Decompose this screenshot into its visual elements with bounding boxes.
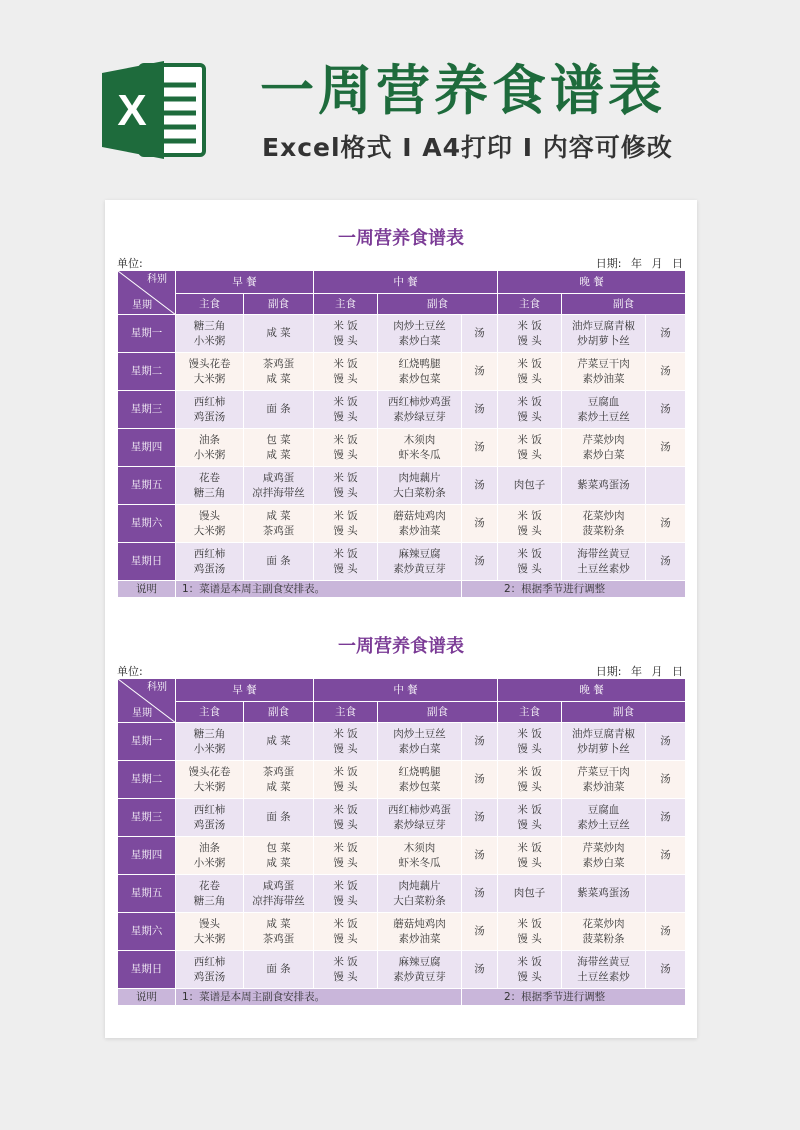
menu-cell: 米 饭 馒 头 bbox=[314, 467, 378, 505]
menu-cell: 麻辣豆腐 素炒黄豆芽 bbox=[378, 543, 462, 581]
menu-cell: 油条 小米粥 bbox=[176, 837, 244, 875]
menu-cell: 馒头花卷 大米粥 bbox=[176, 353, 244, 391]
menu-cell: 汤 bbox=[462, 913, 498, 951]
table-row bbox=[118, 391, 686, 429]
table-row bbox=[118, 837, 686, 875]
menu-cell: 汤 bbox=[462, 429, 498, 467]
diag-top-label: 科别 bbox=[147, 274, 167, 285]
menu-cell: 馒头 大米粥 bbox=[176, 913, 244, 951]
menu-cell: 米 饭 馒 头 bbox=[314, 951, 378, 989]
menu-cell: 米 饭 馒 头 bbox=[314, 505, 378, 543]
meal-header-row bbox=[118, 271, 686, 294]
sub-header-cell: 副食 bbox=[562, 702, 686, 723]
menu-cell: 芹菜炒肉 素炒白菜 bbox=[562, 837, 646, 875]
menu-cell: 紫菜鸡蛋汤 bbox=[562, 467, 646, 505]
diag-bottom-label: 星期 bbox=[132, 708, 152, 719]
menu-cell: 米 饭 馒 头 bbox=[498, 837, 562, 875]
menu-cell: 咸 菜 bbox=[244, 315, 314, 353]
menu-table bbox=[117, 270, 686, 598]
menu-cell: 米 饭 馒 头 bbox=[314, 875, 378, 913]
menu-cell: 米 饭 馒 头 bbox=[498, 505, 562, 543]
table-row bbox=[118, 761, 686, 799]
menu-cell: 米 饭 馒 头 bbox=[314, 315, 378, 353]
day-label: 星期日 bbox=[118, 951, 176, 989]
menu-cell: 海带丝黄豆 土豆丝素炒 bbox=[562, 951, 646, 989]
note-1: 1：菜谱是本周主副食安排表。 bbox=[176, 581, 462, 598]
menu-cell: 木须肉 虾米冬瓜 bbox=[378, 837, 462, 875]
sheet-title: 一周营养食谱表 bbox=[338, 636, 464, 657]
menu-cell: 咸鸡蛋 凉拌海带丝 bbox=[244, 875, 314, 913]
menu-cell: 花卷 糖三角 bbox=[176, 875, 244, 913]
sub-header-cell: 主食 bbox=[314, 702, 378, 723]
menu-cell: 汤 bbox=[462, 723, 498, 761]
menu-cell: 肉包子 bbox=[498, 875, 562, 913]
menu-cell: 米 饭 馒 头 bbox=[498, 761, 562, 799]
sheet-meta bbox=[117, 662, 685, 678]
menu-cell: 茶鸡蛋 咸 菜 bbox=[244, 353, 314, 391]
menu-cell: 米 饭 馒 头 bbox=[314, 429, 378, 467]
menu-table bbox=[117, 678, 686, 1006]
sub-header-cell: 主食 bbox=[498, 294, 562, 315]
menu-cell: 油炸豆腐青椒 炒胡萝卜丝 bbox=[562, 315, 646, 353]
menu-cell: 肉炒土豆丝 素炒白菜 bbox=[378, 723, 462, 761]
menu-cell: 米 饭 馒 头 bbox=[314, 837, 378, 875]
menu-cell: 米 饭 馒 头 bbox=[314, 391, 378, 429]
menu-cell: 汤 bbox=[646, 913, 686, 951]
menu-cell: 汤 bbox=[462, 543, 498, 581]
menu-cell: 包 菜 咸 菜 bbox=[244, 429, 314, 467]
hero-subtitle: Excel格式 Ⅰ A4打印 Ⅰ 内容可修改 bbox=[262, 133, 673, 162]
menu-cell: 咸 菜 bbox=[244, 723, 314, 761]
day-label: 星期六 bbox=[118, 505, 176, 543]
date-label: 日期: 年 月 日 bbox=[595, 257, 683, 270]
menu-cell: 咸鸡蛋 凉拌海带丝 bbox=[244, 467, 314, 505]
menu-cell: 豆腐血 素炒土豆丝 bbox=[562, 799, 646, 837]
meal-lunch: 中 餐 bbox=[314, 271, 498, 294]
table-row bbox=[118, 315, 686, 353]
note-1: 1：菜谱是本周主副食安排表。 bbox=[176, 989, 462, 1006]
meal-dinner: 晚 餐 bbox=[498, 679, 686, 702]
menu-cell: 包 菜 咸 菜 bbox=[244, 837, 314, 875]
menu-cell: 油条 小米粥 bbox=[176, 429, 244, 467]
day-label: 星期四 bbox=[118, 837, 176, 875]
menu-cell: 茶鸡蛋 咸 菜 bbox=[244, 761, 314, 799]
menu-cell: 芹菜豆干肉 素炒油菜 bbox=[562, 353, 646, 391]
menu-cell: 西红柿 鸡蛋汤 bbox=[176, 543, 244, 581]
menu-cell: 肉炒土豆丝 素炒白菜 bbox=[378, 315, 462, 353]
menu-cell: 米 饭 馒 头 bbox=[314, 723, 378, 761]
menu-cell: 米 饭 馒 头 bbox=[498, 353, 562, 391]
excel-logo-icon bbox=[100, 55, 210, 165]
sub-header-row bbox=[118, 702, 686, 723]
menu-cell: 汤 bbox=[462, 505, 498, 543]
menu-cell: 肉炖藕片 大白菜粉条 bbox=[378, 875, 462, 913]
day-label: 星期三 bbox=[118, 799, 176, 837]
menu-sheet-2 bbox=[117, 632, 685, 1006]
meal-breakfast: 早 餐 bbox=[176, 271, 314, 294]
menu-cell: 肉炖藕片 大白菜粉条 bbox=[378, 467, 462, 505]
menu-cell: 米 饭 馒 头 bbox=[498, 429, 562, 467]
sub-header-cell: 主食 bbox=[498, 702, 562, 723]
logo-letter: X bbox=[117, 86, 147, 135]
menu-cell: 肉包子 bbox=[498, 467, 562, 505]
day-label: 星期六 bbox=[118, 913, 176, 951]
table-row bbox=[118, 467, 686, 505]
menu-cell: 面 条 bbox=[244, 951, 314, 989]
table-row bbox=[118, 505, 686, 543]
menu-cell: 汤 bbox=[646, 761, 686, 799]
sub-header-cell: 副食 bbox=[244, 294, 314, 315]
menu-cell: 芹菜炒肉 素炒白菜 bbox=[562, 429, 646, 467]
menu-cell: 米 饭 馒 头 bbox=[498, 543, 562, 581]
diagonal-header-cell bbox=[118, 271, 176, 315]
menu-cell: 豆腐血 素炒土豆丝 bbox=[562, 391, 646, 429]
meal-dinner: 晚 餐 bbox=[498, 271, 686, 294]
menu-cell: 馒头 大米粥 bbox=[176, 505, 244, 543]
menu-cell: 西红柿 鸡蛋汤 bbox=[176, 391, 244, 429]
diag-bottom-label: 星期 bbox=[132, 300, 152, 311]
menu-cell: 汤 bbox=[462, 353, 498, 391]
menu-cell: 咸 菜 茶鸡蛋 bbox=[244, 505, 314, 543]
meal-breakfast: 早 餐 bbox=[176, 679, 314, 702]
menu-cell: 汤 bbox=[462, 837, 498, 875]
menu-cell: 芹菜豆干肉 素炒油菜 bbox=[562, 761, 646, 799]
menu-cell: 红烧鸭腿 素炒包菜 bbox=[378, 761, 462, 799]
menu-cell bbox=[646, 467, 686, 505]
menu-cell: 花菜炒肉 菠菜粉条 bbox=[562, 913, 646, 951]
menu-cell: 汤 bbox=[646, 391, 686, 429]
menu-cell: 汤 bbox=[462, 799, 498, 837]
note-row bbox=[118, 581, 686, 598]
menu-cell: 汤 bbox=[462, 391, 498, 429]
menu-cell: 馒头花卷 大米粥 bbox=[176, 761, 244, 799]
menu-cell: 红烧鸭腿 素炒包菜 bbox=[378, 353, 462, 391]
day-label: 星期二 bbox=[118, 353, 176, 391]
menu-cell: 花菜炒肉 菠菜粉条 bbox=[562, 505, 646, 543]
sheet-title: 一周营养食谱表 bbox=[338, 228, 464, 249]
menu-cell: 米 饭 馒 头 bbox=[498, 723, 562, 761]
day-label: 星期一 bbox=[118, 723, 176, 761]
day-label: 星期五 bbox=[118, 467, 176, 505]
meal-header-row bbox=[118, 679, 686, 702]
menu-cell: 汤 bbox=[646, 353, 686, 391]
sheet-meta bbox=[117, 254, 685, 270]
sub-header-cell: 副食 bbox=[378, 702, 498, 723]
menu-cell: 面 条 bbox=[244, 799, 314, 837]
menu-cell: 糖三角 小米粥 bbox=[176, 315, 244, 353]
menu-cell: 麻辣豆腐 素炒黄豆芽 bbox=[378, 951, 462, 989]
meal-lunch: 中 餐 bbox=[314, 679, 498, 702]
menu-cell: 面 条 bbox=[244, 543, 314, 581]
sub-header-cell: 主食 bbox=[176, 702, 244, 723]
menu-cell: 米 饭 馒 头 bbox=[498, 315, 562, 353]
unit-label: 单位: bbox=[117, 257, 143, 270]
menu-cell: 汤 bbox=[462, 761, 498, 799]
sub-header-cell: 副食 bbox=[562, 294, 686, 315]
sub-header-cell: 副食 bbox=[378, 294, 498, 315]
menu-cell: 蘑菇炖鸡肉 素炒油菜 bbox=[378, 505, 462, 543]
menu-cell: 油炸豆腐青椒 炒胡萝卜丝 bbox=[562, 723, 646, 761]
menu-cell: 西红柿 鸡蛋汤 bbox=[176, 799, 244, 837]
day-label: 星期四 bbox=[118, 429, 176, 467]
diagonal-header-cell bbox=[118, 679, 176, 723]
menu-cell: 糖三角 小米粥 bbox=[176, 723, 244, 761]
menu-cell: 海带丝黄豆 土豆丝素炒 bbox=[562, 543, 646, 581]
table-row bbox=[118, 353, 686, 391]
menu-cell: 西红柿 鸡蛋汤 bbox=[176, 951, 244, 989]
day-label: 星期一 bbox=[118, 315, 176, 353]
note-label: 说明 bbox=[118, 989, 176, 1006]
menu-cell: 蘑菇炖鸡肉 素炒油菜 bbox=[378, 913, 462, 951]
day-label: 星期三 bbox=[118, 391, 176, 429]
sub-header-cell: 主食 bbox=[314, 294, 378, 315]
note-row bbox=[118, 989, 686, 1006]
date-label: 日期: 年 月 日 bbox=[595, 665, 683, 678]
menu-cell: 汤 bbox=[646, 505, 686, 543]
menu-cell: 米 饭 馒 头 bbox=[498, 391, 562, 429]
menu-cell: 木须肉 虾米冬瓜 bbox=[378, 429, 462, 467]
sub-header-cell: 副食 bbox=[244, 702, 314, 723]
menu-cell: 汤 bbox=[646, 315, 686, 353]
day-label: 星期五 bbox=[118, 875, 176, 913]
note-2: 2：根据季节进行调整 bbox=[462, 581, 686, 598]
day-label: 星期日 bbox=[118, 543, 176, 581]
menu-cell: 西红柿炒鸡蛋 素炒绿豆芽 bbox=[378, 799, 462, 837]
menu-cell: 汤 bbox=[646, 543, 686, 581]
day-label: 星期二 bbox=[118, 761, 176, 799]
table-row bbox=[118, 543, 686, 581]
table-row bbox=[118, 951, 686, 989]
menu-cell: 汤 bbox=[462, 951, 498, 989]
menu-cell: 米 饭 馒 头 bbox=[498, 913, 562, 951]
unit-label: 单位: bbox=[117, 665, 143, 678]
menu-cell: 汤 bbox=[646, 951, 686, 989]
menu-cell: 米 饭 馒 头 bbox=[498, 799, 562, 837]
menu-cell: 米 饭 馒 头 bbox=[498, 951, 562, 989]
diag-top-label: 科别 bbox=[147, 682, 167, 693]
menu-cell: 米 饭 馒 头 bbox=[314, 913, 378, 951]
menu-cell: 西红柿炒鸡蛋 素炒绿豆芽 bbox=[378, 391, 462, 429]
menu-cell: 米 饭 馒 头 bbox=[314, 761, 378, 799]
sub-header-row bbox=[118, 294, 686, 315]
menu-cell bbox=[646, 875, 686, 913]
menu-cell: 汤 bbox=[646, 723, 686, 761]
menu-cell: 汤 bbox=[646, 837, 686, 875]
table-row bbox=[118, 913, 686, 951]
table-row bbox=[118, 723, 686, 761]
menu-cell: 咸 菜 茶鸡蛋 bbox=[244, 913, 314, 951]
document-page bbox=[105, 200, 697, 1038]
table-row bbox=[118, 799, 686, 837]
hero-banner bbox=[0, 0, 800, 200]
menu-cell: 汤 bbox=[462, 467, 498, 505]
hero-title: 一周营养食谱表 bbox=[260, 59, 666, 122]
menu-cell: 汤 bbox=[646, 429, 686, 467]
menu-cell: 花卷 糖三角 bbox=[176, 467, 244, 505]
table-row bbox=[118, 429, 686, 467]
sub-header-cell: 主食 bbox=[176, 294, 244, 315]
menu-cell: 汤 bbox=[462, 315, 498, 353]
table-row bbox=[118, 875, 686, 913]
menu-sheet-1 bbox=[117, 224, 685, 598]
menu-cell: 米 饭 馒 头 bbox=[314, 543, 378, 581]
menu-cell: 米 饭 馒 头 bbox=[314, 799, 378, 837]
menu-cell: 汤 bbox=[646, 799, 686, 837]
menu-cell: 面 条 bbox=[244, 391, 314, 429]
note-2: 2：根据季节进行调整 bbox=[462, 989, 686, 1006]
note-label: 说明 bbox=[118, 581, 176, 598]
menu-cell: 米 饭 馒 头 bbox=[314, 353, 378, 391]
menu-cell: 汤 bbox=[462, 875, 498, 913]
menu-cell: 紫菜鸡蛋汤 bbox=[562, 875, 646, 913]
